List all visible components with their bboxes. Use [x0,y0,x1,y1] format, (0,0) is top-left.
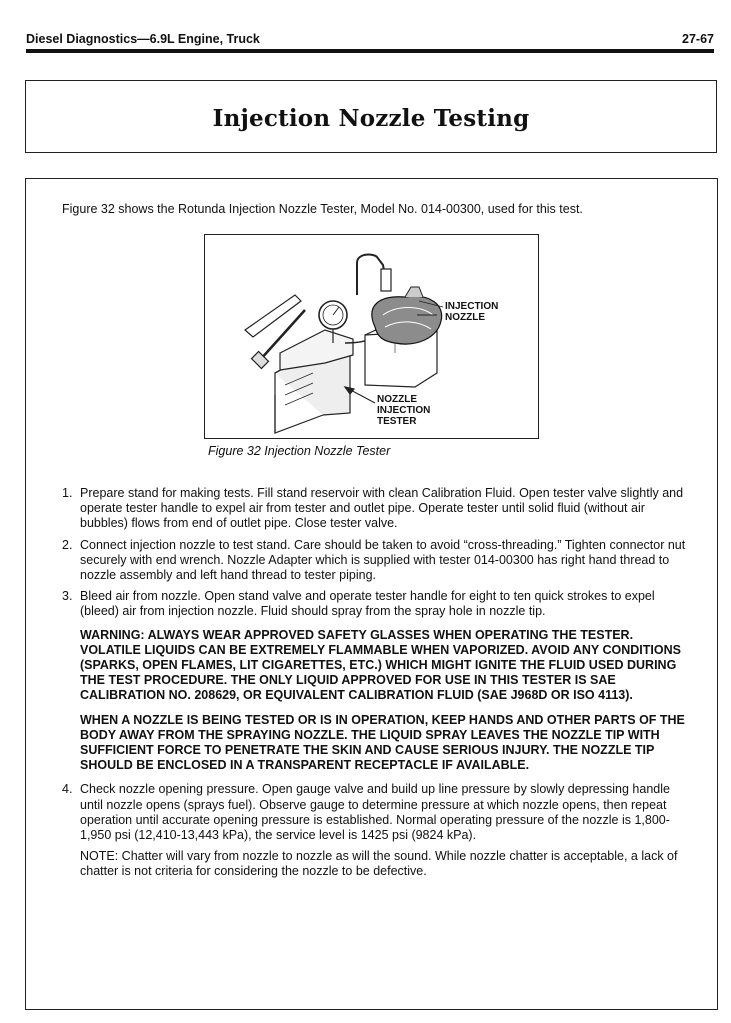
step-text: Connect injection nozzle to test stand. Care should be taken to avoid “cross-threading.” Tighten connector nut securely with end wrench. Nozzle Adapter which is supplied with tester 014-00300 has right hand thread to nozzle assembly and left hand thread to tester piping. [80,537,686,583]
page-title: Injection Nozzle Testing [212,105,530,132]
label-injection-nozzle-line2: NOZZLE [445,312,485,323]
spray-warning: WHEN A NOZZLE IS BEING TESTED OR IS IN OPERATION, KEEP HANDS AND OTHER PARTS OF THE BODY AWAY FROM THE SPRAYING NOZZLE. THE LIQUID SPRAY LEAVES THE NOZZLE TIP WITH SUFFICIENT FORCE TO PENETRATE THE SKIN AND CAUSE SERIOUS INJURY. THE NOZZLE TIP SHOULD BE ENCLOSED IN A TRANSPARENT RECEPTACLE IF AVAILABLE. [80,712,685,773]
step-number: 3. [62,589,73,604]
step-number: 1. [62,486,73,500]
page-number: 27-67 [682,32,714,46]
label-nozzle-injection-tester [377,394,430,427]
header-section-title: Diesel Diagnostics—6.9L Engine, Truck [26,32,260,46]
label-tester-line3: TESTER [377,416,417,427]
list-item [62,486,687,532]
note-text: NOTE: Chatter will vary from nozzle to nozzle as will the sound. While nozzle chatter is acceptable, a lack of chatter is not criteria for considering the nozzle to be defective. [80,849,678,879]
step-text: Prepare stand for making tests. Fill stand reservoir with clean Calibration Fluid. Open tester valve slightly and operate tester handle to expel air from tester and outlet pipe. Operate tester until solid fluid (without air bubbles) flows from end of outlet pipe. Close tester valve. [80,486,684,531]
nozzle-tester-illustration [205,235,538,438]
label-tester-line2: INJECTION [377,405,431,416]
header-rule [26,49,714,53]
step-text: Bleed air from nozzle. Open stand valve and operate tester handle for eight to ten quick strokes to expel (bleed) air from injection nozzle. Fluid should spray from the spray hole in nozzle tip. [80,589,655,619]
list-item [62,589,687,773]
intro-text: Figure 32 shows the Rotunda Injection Nozzle Tester, Model No. 014-00300, used for this test. [62,202,583,216]
figure-32 [204,234,539,439]
list-item [62,782,687,879]
label-injection-nozzle [445,301,498,323]
page-header [26,32,714,46]
title-box [25,80,717,153]
step-number: 4. [62,782,73,797]
step-number: 2. [62,537,73,552]
label-injection-nozzle-line1: INJECTION [445,301,499,312]
figure-caption: Figure 32 Injection Nozzle Tester [208,444,391,458]
safety-warning: WARNING: ALWAYS WEAR APPROVED SAFETY GLASSES WHEN OPERATING THE TESTER. VOLATILE LIQUIDS CAN BE EXTREMELY FLAMMABLE WHEN VAPORIZED. AVOID ANY CONDITIONS (SPARKS, OPEN FLAMES, LIT CIGARETTES, ETC.) WHICH MIGHT IGNITE THE FLUID USED DURING THE TEST PROCEDURE. THE ONLY LIQUID APPROVED FOR USE IN THIS TESTER IS SAE CALIBRATION NO. 208629, OR EQUIVALENT CALIBRATION FLUID (SAE J968D OR ISO 4113). [80,627,681,703]
procedure-list [62,486,687,886]
label-tester-line1: NOZZLE [377,394,417,405]
step-text: Check nozzle opening pressure. Open gauge valve and build up line pressure by slowly depressing handle until nozzle opens (sprays fuel). Observe gauge to determine pressure at which nozzle opens, then repeat operation until accurate opening pressure is established. Normal operating pressure of the nozzle is 1,800-1,950 psi (12,410-13,443 kPa), the service level is 1425 psi (9824 kPa). [80,782,670,843]
list-item [62,538,687,584]
